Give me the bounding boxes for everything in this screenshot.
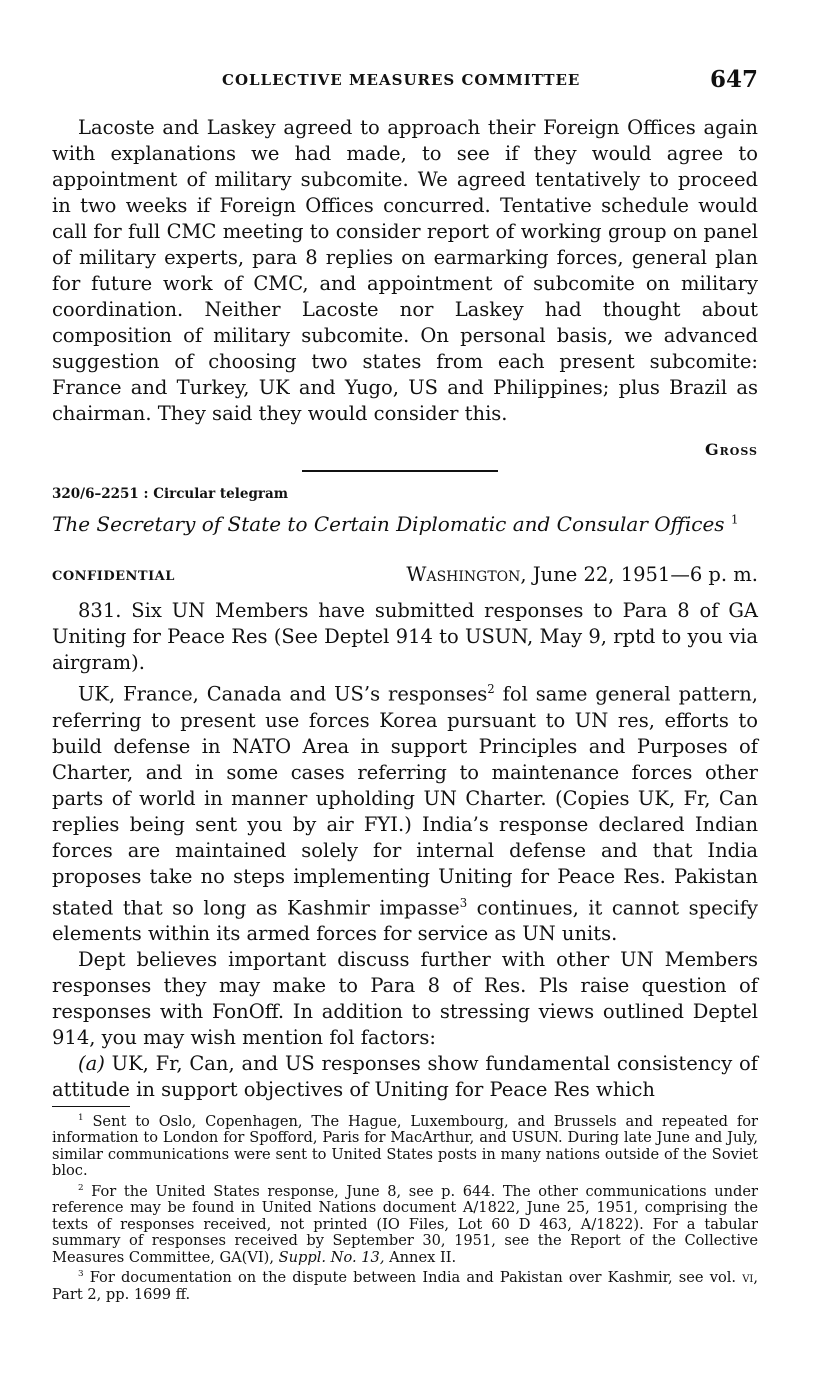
paragraph-2-text-b: fol same general pattern, referring to present use forces Korea pursuant to UN res, efforts to build defense in NATO Area in support Principles and Purposes of Charter, and in some cases referring to maintenance forces other parts of world in manner upholding UN Charter. (Copies UK, Fr, Can replies being sent you by air FYI.) India’s response declared Indian forces are maintained solely for internal defense and that India proposes take no steps implementing Uniting for Peace Res. Pakistan stated that so long as Kashmir impasse [52, 682, 758, 919]
classification-label: CONFIDENTIAL [52, 569, 175, 584]
footnote-2-italic: Suppl. No. 13, [278, 1248, 385, 1266]
page-number: 647 [709, 66, 758, 93]
file-reference: 320/6–2251 : Circular telegram [52, 486, 289, 502]
footnote-2-text-b: Annex II. [384, 1248, 457, 1266]
footnote-3-marker: 3 [78, 1269, 84, 1280]
dateline-date: June 22, 1951—6 p. m. [532, 563, 758, 586]
paragraph-2 [52, 676, 758, 947]
footnote-3 [52, 1266, 758, 1303]
footnote-1-marker: 1 [78, 1113, 84, 1123]
footnote-divider [52, 1106, 130, 1107]
footnote-ref-3[interactable]: 3 [459, 895, 468, 910]
section-divider [302, 470, 498, 472]
paragraph-3: Dept believes important discuss further with other UN Members responses they may make to Para 8 of Res. Pls raise question of responses with FonOff. In addition to stressing views outlined Deptel 914, you may wish mention fol factors: [52, 948, 758, 1049]
continued-paragraph: Lacoste and Laskey agreed to approach their Foreign Offices again with explanations we had made, to see if they would agree to appointment of military subcomite. We agreed tentatively to proceed in two weeks if Foreign Offices concurred. Tentative schedule would call for full CMC meeting to consider report of working group on panel of military experts, para 8 replies on earmarking forces, general plan for future work of CMC, and appointment of subcomite on military coordination. Neither Lacoste nor Laskey had thought about composition of military subcomite. On personal basis, we advanced suggestion of choosing two states from each present subcomite: France and Turkey, UK and Yugo, US and Philippines; plus Brazil as chairman. They said they would consider this. [52, 116, 758, 425]
signature: Gross [704, 440, 758, 459]
footnote-2 [52, 1180, 758, 1266]
dateline-row [52, 563, 758, 591]
page-header [52, 66, 758, 98]
paragraph-2-text-a: UK, France, Canada and US’s responses [78, 682, 488, 706]
paragraph-2-text-c: continues, it cannot specify elements within its armed forces for service as UN units. [52, 896, 758, 945]
paragraph-1: 831. Six UN Members have submitted responses to Para 8 of GA Uniting for Peace Res (See Deptel 914 to USUN, May 9, rptd to you via airgram). [52, 599, 758, 674]
footnote-ref-2[interactable]: 2 [487, 682, 495, 696]
paragraph-4-label: (a) [78, 1052, 105, 1075]
telegram-body [52, 598, 758, 1103]
document-title [52, 512, 758, 536]
footnote-3-volume: vi [742, 1269, 754, 1287]
footnotes [52, 1110, 758, 1303]
dateline [406, 563, 758, 586]
footnote-3-text-a: For documentation on the dispute between India and Pakistan over Kashmir, see vol. [83, 1269, 743, 1287]
footnote-1-text: Sent to Oslo, Copenhagen, The Hague, Luxembourg, and Brussels and repeated for information to London for Spofford, Paris for MacArthur, and USUN. During late June and July, similar communications were sent to United States posts in many nations outside of the Soviet bloc. [52, 1112, 758, 1180]
footnote-2-marker: 2 [78, 1182, 84, 1193]
footnote-1 [52, 1110, 758, 1180]
footnote-ref-1[interactable]: 1 [730, 512, 739, 527]
paragraph-4-text: UK, Fr, Can, and US responses show fundamental consistency of attitude in support objectives of Uniting for Peace Res which [52, 1052, 758, 1101]
footnote-3-text-b: , Part 2, pp. 1699 ff. [52, 1269, 758, 1303]
footnote-2-text-a: For the United States response, June 8, see p. 644. The other communications under reference may be found in United Nations document A/1822, June 25, 1951, comprising the texts of responses received, not printed (IO Files, Lot 60 D 463, A/1822). For a tabular summary of responses received by September 30, 1951, see the Report of the Collective Measures Committee, GA(VI), [52, 1182, 758, 1266]
dateline-place: Washington, [406, 563, 527, 586]
document-title-text: The Secretary of State to Certain Diplomatic and Consular Offices [52, 512, 725, 536]
running-title: COLLECTIVE MEASURES COMMITTEE [222, 71, 581, 89]
paragraph-4 [52, 1051, 758, 1103]
